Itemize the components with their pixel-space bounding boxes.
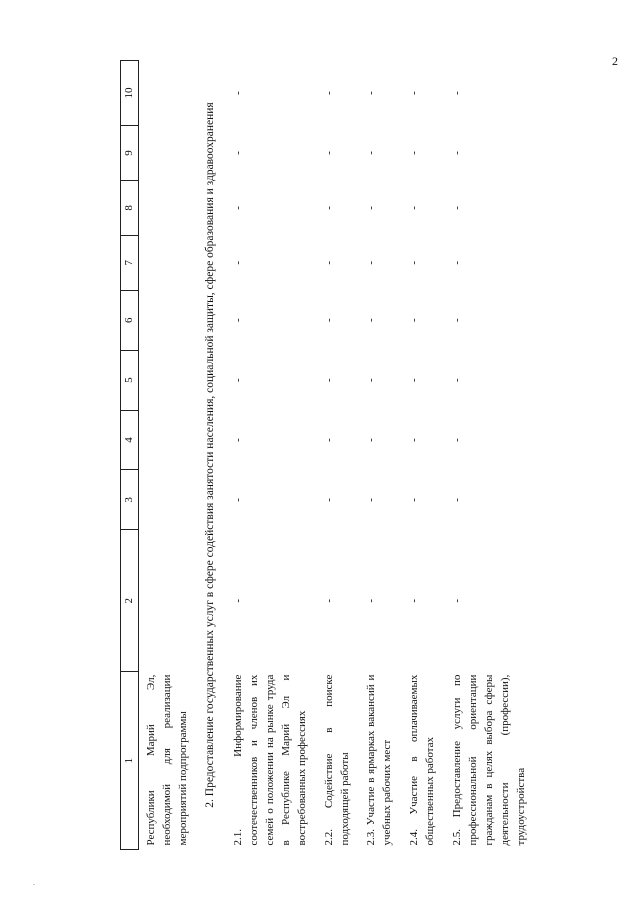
column-number: 1 bbox=[121, 672, 139, 850]
cell-value: - bbox=[231, 91, 244, 95]
cell-value: - bbox=[231, 206, 244, 210]
cell-value: - bbox=[231, 378, 244, 382]
table-row bbox=[445, 61, 536, 850]
cell-value: - bbox=[451, 206, 464, 210]
column-number: 4 bbox=[121, 410, 139, 470]
column-number: 9 bbox=[121, 125, 139, 180]
cell-value: - bbox=[365, 260, 378, 265]
cell-value: - bbox=[322, 318, 335, 323]
intro-text: Республики Марий Эл, необходимой для реализации мероприятий подпрограммы bbox=[145, 674, 189, 846]
rotated-table-page bbox=[120, 60, 620, 850]
table-row bbox=[317, 61, 360, 850]
cell-value: - bbox=[231, 498, 244, 502]
cell-value: - bbox=[408, 318, 421, 323]
cell-value: - bbox=[451, 498, 464, 502]
cell-value: - bbox=[231, 318, 244, 323]
cell-value: - bbox=[365, 91, 378, 95]
cell-value: - bbox=[322, 260, 335, 265]
row-label: 2.5. Предоставление услуги по профессиональной ориентации гражданам в целях выбора сферы деятельности (профессии), трудоустройства bbox=[451, 674, 527, 846]
column-number-row bbox=[121, 61, 139, 850]
table-row bbox=[402, 61, 445, 850]
cell-value: - bbox=[451, 91, 464, 95]
cell-value: - bbox=[408, 598, 421, 603]
section-heading-row bbox=[198, 61, 226, 850]
cell-value: - bbox=[451, 378, 464, 382]
cell-value: - bbox=[451, 260, 464, 265]
cell-value: - bbox=[451, 151, 464, 155]
row-label: 2.1. Информирование соотечественников и членов их семей о положении на рынке труда в Республике Марий Эл и востребованных профессиях bbox=[231, 674, 308, 846]
cell-value: - bbox=[365, 206, 378, 210]
column-number: 8 bbox=[121, 180, 139, 235]
cell-value: - bbox=[365, 318, 378, 323]
cell-value: - bbox=[231, 438, 244, 442]
row-label: 2.4. Участие в оплачиваемых общественных работах bbox=[408, 674, 437, 846]
cell-value: - bbox=[408, 498, 421, 502]
cell-value: - bbox=[231, 151, 244, 155]
table-row bbox=[226, 61, 317, 850]
cell-value: - bbox=[231, 598, 244, 603]
cell-value: - bbox=[322, 378, 335, 382]
intro-row bbox=[139, 61, 198, 850]
cell-value: - bbox=[408, 260, 421, 265]
table-row bbox=[359, 61, 402, 850]
cell-value: - bbox=[408, 438, 421, 442]
column-number: 10 bbox=[121, 61, 139, 126]
cell-value: - bbox=[365, 598, 378, 603]
column-number: 2 bbox=[121, 530, 139, 672]
column-number: 6 bbox=[121, 290, 139, 350]
column-number: 7 bbox=[121, 235, 139, 290]
cell-value: - bbox=[365, 498, 378, 502]
row-label: 2.2. Содействие в поиске подходящей работы bbox=[322, 674, 351, 846]
cell-value: - bbox=[451, 598, 464, 603]
column-number: 3 bbox=[121, 470, 139, 530]
program-table bbox=[120, 60, 536, 850]
cell-value: - bbox=[322, 206, 335, 210]
cell-value: - bbox=[408, 206, 421, 210]
cell-value: - bbox=[408, 151, 421, 155]
cell-value: - bbox=[408, 378, 421, 382]
cell-value: - bbox=[365, 378, 378, 382]
cell-value: - bbox=[322, 598, 335, 603]
cell-value: - bbox=[322, 498, 335, 502]
cell-value: - bbox=[231, 260, 244, 265]
cell-value: - bbox=[365, 151, 378, 155]
margin-mark: . bbox=[33, 878, 35, 887]
column-number: 5 bbox=[121, 350, 139, 410]
cell-value: - bbox=[451, 438, 464, 442]
cell-value: - bbox=[451, 318, 464, 323]
cell-value: - bbox=[408, 91, 421, 95]
cell-value: - bbox=[365, 438, 378, 442]
cell-value: - bbox=[322, 91, 335, 95]
row-label: 2.3. Участие в ярмарках вакансий и учебных рабочих мест bbox=[365, 674, 394, 846]
cell-value: - bbox=[322, 151, 335, 155]
section-heading: 2. Предоставление государственных услуг в сфере содействия занятости населения, социальной защиты, сфере образования и здравоохранения bbox=[203, 102, 216, 808]
cell-value: - bbox=[322, 438, 335, 442]
page-number: 2 bbox=[612, 54, 618, 68]
